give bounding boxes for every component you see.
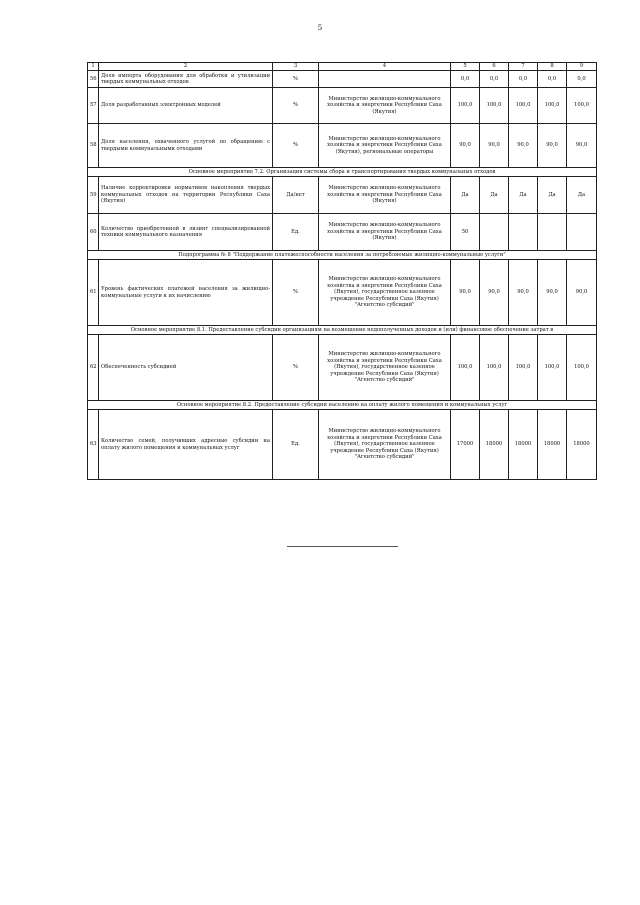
unit-of-measure: %: [273, 71, 319, 88]
header-cell: 6: [480, 63, 509, 71]
header-cell: 2: [99, 63, 273, 71]
page-number: 5: [317, 24, 323, 32]
table-row: [88, 214, 597, 251]
header-cell: 1: [88, 63, 99, 71]
indicator-name: Уровень фактических платежей населения за жилищно-коммунальные услуги к их начислению: [99, 260, 273, 326]
indicator-value: [509, 214, 538, 251]
header-cell: 7: [509, 63, 538, 71]
responsible-executor: [319, 71, 451, 88]
table-row: [88, 410, 597, 480]
header-cell: 8: [538, 63, 567, 71]
indicator-value: Да: [567, 177, 597, 214]
indicator-value: 100,0: [538, 88, 567, 124]
table-header-row: [88, 63, 597, 71]
indicator-value: 18000: [567, 410, 597, 480]
section-heading-row: [88, 401, 597, 410]
table-row: [88, 71, 597, 88]
header-cell: 5: [451, 63, 480, 71]
unit-of-measure: %: [273, 124, 319, 168]
section-heading-row: [88, 168, 597, 177]
row-number: 56: [88, 71, 99, 88]
indicator-value: 100,0: [567, 335, 597, 401]
indicator-value: [567, 214, 597, 251]
responsible-executor: Министерство жилищно-коммунального хозяйства и энергетики Республики Саха (Якутия), региональные операторы: [319, 124, 451, 168]
indicator-value: 100,0: [451, 335, 480, 401]
indicator-value: 90,0: [480, 124, 509, 168]
section-heading: Основное мероприятие 7.2. Организация системы сбора и транспортирования твердых коммунальных отходов: [88, 168, 597, 177]
indicator-value: Да: [509, 177, 538, 214]
indicator-name: Доля импорта оборудования для обработки и утилизации твердых коммунальных отходов: [99, 71, 273, 88]
responsible-executor: Министерство жилищно-коммунального хозяйства и энергетики Республики Саха (Якутия), государственное казенное учреждение Республики Саха (Якутия) "Агентство субсидий": [319, 335, 451, 401]
responsible-executor: Министерство жилищно-коммунального хозяйства и энергетики Республики Саха (Якутия), государственное казенное учреждение Республики Саха (Якутия) "Агентство субсидий": [319, 410, 451, 480]
indicator-value: 90,0: [538, 124, 567, 168]
row-number: 58: [88, 124, 99, 168]
indicator-name: Количество семей, получивших адресные субсидии на оплату жилого помещения и коммунальных услуг: [99, 410, 273, 480]
indicator-value: 50: [451, 214, 480, 251]
row-number: 61: [88, 260, 99, 326]
indicator-value: 17000: [451, 410, 480, 480]
indicator-value: 18000: [509, 410, 538, 480]
header-cell: 3: [273, 63, 319, 71]
responsible-executor: Министерство жилищно-коммунального хозяйства и энергетики Республики Саха (Якутия): [319, 214, 451, 251]
header-cell: 4: [319, 63, 451, 71]
indicator-value: 0,0: [509, 71, 538, 88]
unit-of-measure: %: [273, 88, 319, 124]
responsible-executor: Министерство жилищно-коммунального хозяйства и энергетики Республики Саха (Якутия), государственное казенное учреждение Республики Саха (Якутия) "Агентство субсидий": [319, 260, 451, 326]
table-row: [88, 260, 597, 326]
section-heading: Основное мероприятие 8.2. Предоставление субсидии населению на оплату жилого помещения и коммунальных услуг: [88, 401, 597, 410]
indicator-value: 90,0: [509, 124, 538, 168]
row-number: 63: [88, 410, 99, 480]
section-heading: Основное мероприятие 8.1. Предоставление субсидии организациям на возмещение недополученных доходов и (или) финансовое обеспечение затрат в: [88, 326, 597, 335]
table-row: [88, 177, 597, 214]
indicator-value: 90,0: [538, 260, 567, 326]
indicator-value: 90,0: [451, 260, 480, 326]
indicator-value: 0,0: [567, 71, 597, 88]
unit-of-measure: %: [273, 335, 319, 401]
indicator-value: 100,0: [480, 335, 509, 401]
indicators-table: [87, 62, 597, 480]
indicator-value: 0,0: [480, 71, 509, 88]
section-heading-row: [88, 326, 597, 335]
unit-of-measure: Ед.: [273, 214, 319, 251]
row-number: 57: [88, 88, 99, 124]
indicator-value: 100,0: [567, 88, 597, 124]
indicator-value: 100,0: [451, 88, 480, 124]
footer-divider: [287, 546, 398, 547]
indicator-value: [538, 214, 567, 251]
unit-of-measure: %: [273, 260, 319, 326]
row-number: 62: [88, 335, 99, 401]
indicator-value: Да: [451, 177, 480, 214]
indicator-value: 100,0: [538, 335, 567, 401]
indicator-value: Да: [480, 177, 509, 214]
table-row: [88, 335, 597, 401]
section-heading-row: [88, 251, 597, 260]
section-heading: Подпрограмма № 8 "Поддержание платежеспособности населения за потребляемые жилищно-коммунальные услуги": [88, 251, 597, 260]
indicator-value: [480, 214, 509, 251]
table-body: [88, 63, 597, 480]
indicator-value: 90,0: [451, 124, 480, 168]
indicator-value: 100,0: [509, 88, 538, 124]
indicator-value: 90,0: [480, 260, 509, 326]
table-row: [88, 124, 597, 168]
indicator-value: 18000: [480, 410, 509, 480]
indicator-value: 0,0: [451, 71, 480, 88]
table-row: [88, 88, 597, 124]
indicator-value: Да: [538, 177, 567, 214]
indicator-name: Доля населения, охваченного услугой по обращению с твердыми коммунальными отходами: [99, 124, 273, 168]
indicator-value: 100,0: [480, 88, 509, 124]
indicator-name: Количество приобретенной в лизинг специализированной техники коммунального назначения: [99, 214, 273, 251]
indicator-name: Обеспеченность субсидией: [99, 335, 273, 401]
indicator-value: 18000: [538, 410, 567, 480]
responsible-executor: Министерство жилищно-коммунального хозяйства и энергетики Республики Саха (Якутия): [319, 88, 451, 124]
indicator-value: 90,0: [509, 260, 538, 326]
indicator-name: Доля разработанных электронных моделей: [99, 88, 273, 124]
unit-of-measure: Да/нет: [273, 177, 319, 214]
indicator-value: 90,0: [567, 260, 597, 326]
unit-of-measure: Ед.: [273, 410, 319, 480]
row-number: 60: [88, 214, 99, 251]
row-number: 59: [88, 177, 99, 214]
indicator-value: 100,0: [509, 335, 538, 401]
indicator-value: 0,0: [538, 71, 567, 88]
header-cell: 9: [567, 63, 597, 71]
indicator-name: Наличие корректировки нормативов накопления твердых коммунальных отходов на территории Республики Саха (Якутия): [99, 177, 273, 214]
responsible-executor: Министерство жилищно-коммунального хозяйства и энергетики Республики Саха (Якутия): [319, 177, 451, 214]
indicator-value: 90,0: [567, 124, 597, 168]
